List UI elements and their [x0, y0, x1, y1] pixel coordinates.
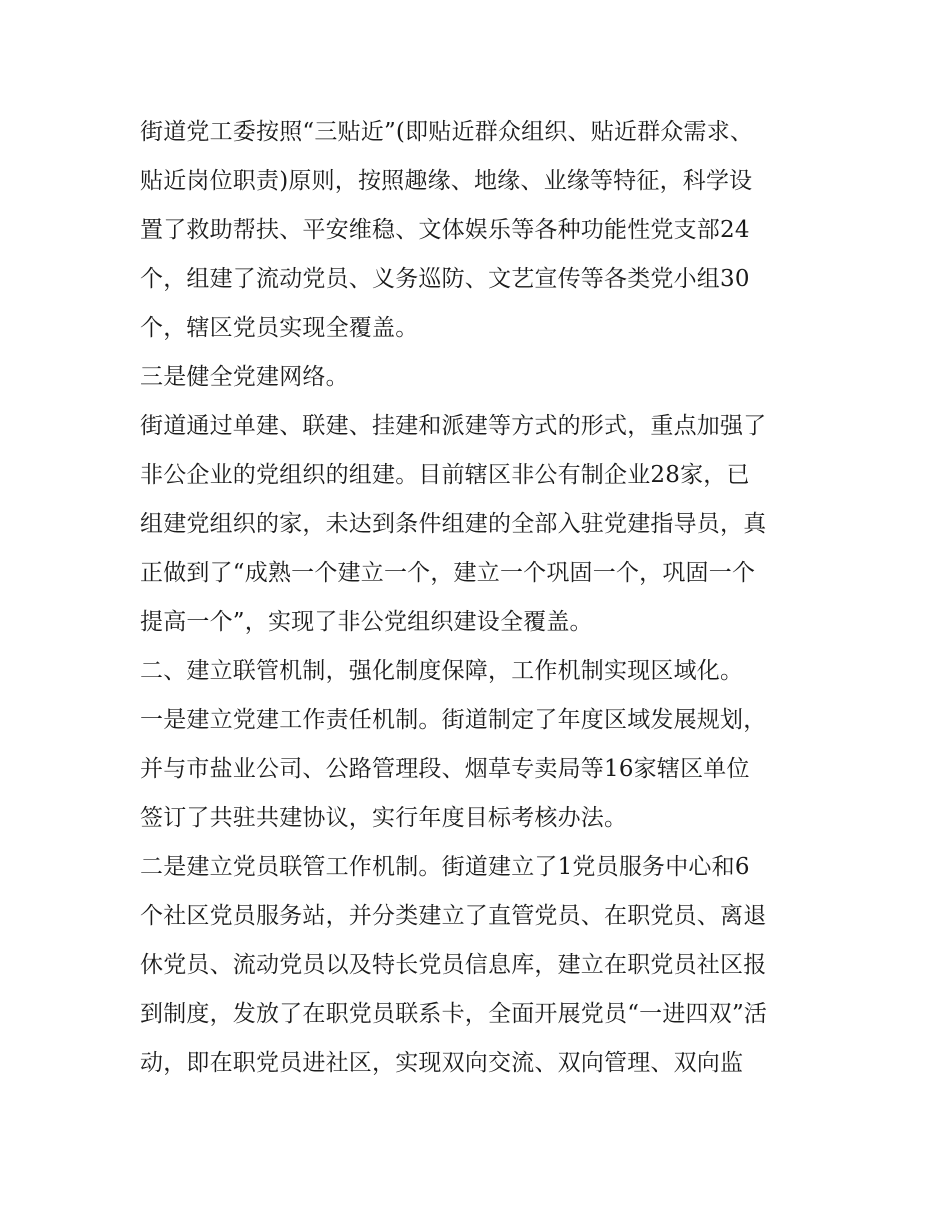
section-heading-joint-management: [140, 647, 820, 696]
text-line: 到制度，发放了在职党员联系卡，全面开展党员“一进四双”活: [140, 1001, 768, 1027]
paragraph-non-public-enterprises: [140, 402, 820, 647]
text-line: 休党员、流动党员以及特长党员信息库，建立在职党员社区报: [140, 952, 767, 978]
text-line: 签订了共驻共建协议，实行年度目标考核办法。: [140, 805, 628, 831]
text-line: 三是健全党建网络。: [140, 364, 349, 390]
text-line: 非公企业的党组织的组建。目前辖区非公有制企业28家，已: [140, 462, 750, 488]
text-line: 提高一个”，实现了非公党组织建设全覆盖。: [140, 609, 593, 635]
text-line: 一是建立党建工作责任机制。街道制定了年度区域发展规划，: [140, 707, 767, 733]
text-line: 并与市盐业公司、公路管理段、烟草专卖局等16家辖区单位: [140, 756, 750, 782]
document-body: [140, 108, 820, 1088]
text-line: 个，辖区党员实现全覆盖。: [140, 315, 419, 341]
text-line: 个社区党员服务站，并分类建立了直管党员、在职党员、离退: [140, 903, 767, 929]
text-line: 贴近岗位职责)原则，按照趣缘、地缘、业缘等特征，科学设: [140, 168, 753, 194]
paragraph-responsibility-mechanism: [140, 696, 820, 843]
text-line: 动，即在职党员进社区，实现双向交流、双向管理、双向监: [140, 1050, 744, 1076]
text-line: 正做到了“成熟一个建立一个，建立一个巩固一个，巩固一个: [140, 560, 756, 586]
text-line: 组建党组织的家，未达到条件组建的全部入驻党建指导员，真: [140, 511, 767, 537]
section-heading-network: [140, 353, 820, 402]
text-line: 个，组建了流动党员、义务巡防、文艺宣传等各类党小组30: [140, 266, 750, 292]
paragraph-member-management: [140, 843, 820, 1088]
text-line: 街道党工委按照“三贴近”(即贴近群众组织、贴近群众需求、: [140, 119, 754, 145]
text-line: 街道通过单建、联建、挂建和派建等方式的形式，重点加强了: [140, 413, 767, 439]
paragraph-three-proximities: [140, 108, 820, 353]
text-line: 二、建立联管机制，强化制度保障，工作机制实现区域化。: [140, 658, 744, 684]
text-line: 二是建立党员联管工作机制。街道建立了1党员服务中心和6: [140, 854, 750, 880]
text-line: 置了救助帮扶、平安维稳、文体娱乐等各种功能性党支部24: [140, 217, 750, 243]
